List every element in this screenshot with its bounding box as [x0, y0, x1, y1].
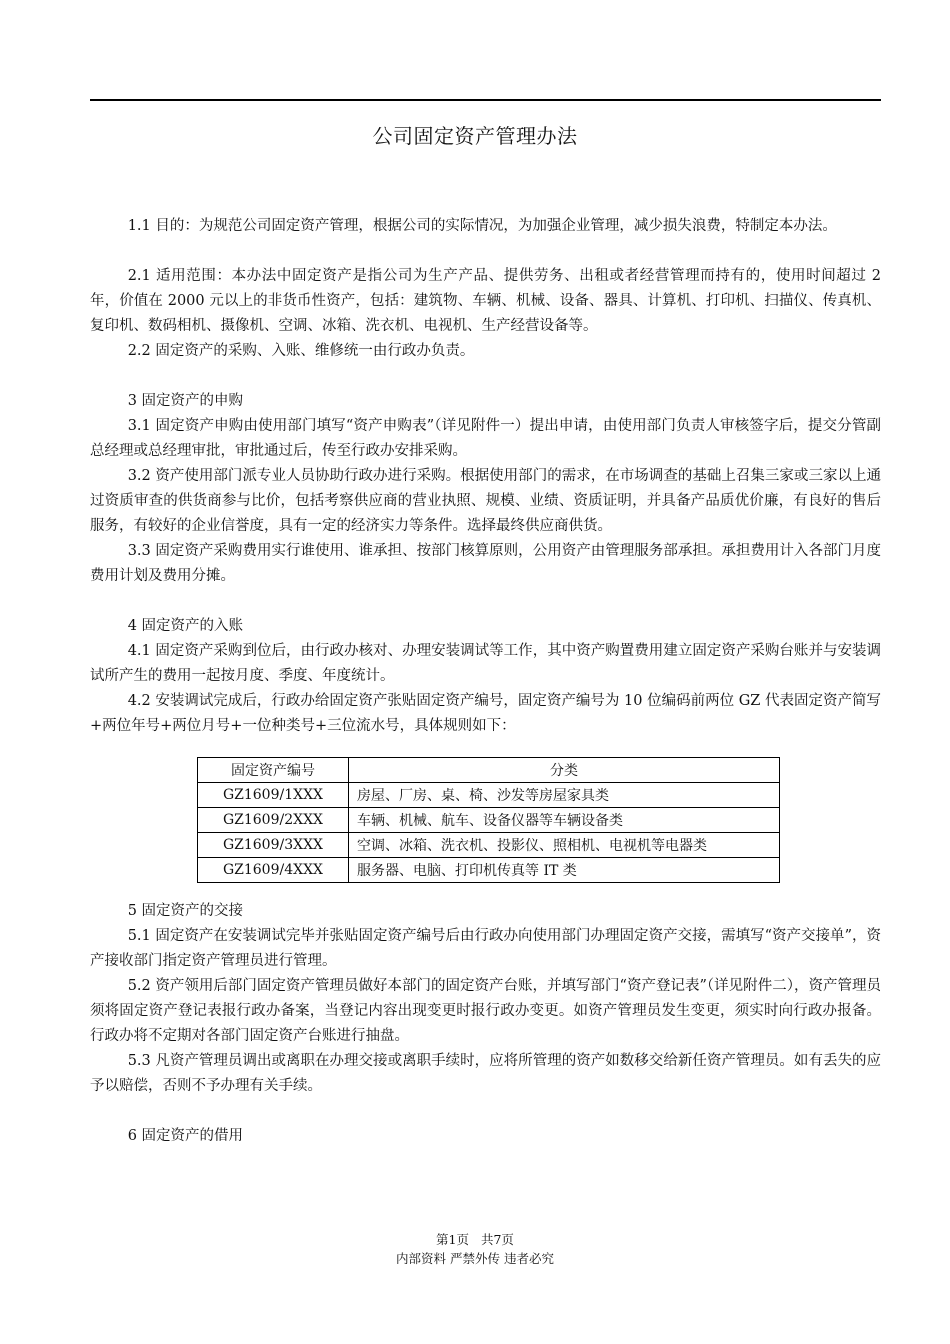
asset-code-cell: GZ1609/1XXX [198, 783, 349, 808]
section-5-1: 5.1 固定资产在安装调试完毕并张贴固定资产编号后由行政办向使用部门办理固定资产交接，需填写“资产交接单”，资产接收部门指定资产管理员进行管理。 [90, 928, 881, 969]
page-total: 共7页 [480, 1232, 514, 1247]
heading-6: 6 固定资产的借用 [127, 1128, 244, 1144]
asset-code-cell: GZ1609/3XXX [198, 833, 349, 858]
table-row [198, 783, 780, 808]
heading-3: 3 固定资产的申购 [127, 393, 244, 409]
page-number [0, 1230, 950, 1249]
section-4-1: 4.1 固定资产采购到位后，由行政办核对、办理安装调试等工作，其中资产购置费用建立固定资产采购台账并与安装调试所产生的费用一起按月度、季度、年度统计。 [90, 643, 881, 684]
section-5-3: 5.3 凡资产管理员调出或离职在办理交接或离职手续时，应将所管理的资产如数移交给新任资产管理员。如有丢失的应予以赔偿，否则不予办理有关手续。 [90, 1053, 881, 1094]
asset-code-table [197, 757, 780, 883]
section-3-3: 3.3 固定资产采购费用实行谁使用、谁承担、按部门核算原则，公用资产由管理服务部承担。承担费用计入各部门月度费用计划及费用分摊。 [90, 543, 881, 584]
table-header-row [198, 758, 780, 783]
asset-category-cell: 服务器、电脑、打印机传真等 IT 类 [349, 858, 780, 883]
table-row [198, 808, 780, 833]
section-2-2: 2.2 固定资产的采购、入账、维修统一由行政办负责。 [127, 343, 475, 359]
asset-category-cell: 车辆、机械、航车、设备仪器等车辆设备类 [349, 808, 780, 833]
page-current: 第1页 [436, 1232, 469, 1247]
confidentiality-notice: 内部资料 严禁外传 违者必究 [396, 1251, 554, 1266]
section-3-1: 3.1 固定资产申购由使用部门填写“资产申购表”（详见附件一）提出申请，由使用部门负责人审核签字后，提交分管副总经理或总经理审批，审批通过后，传至行政办安排采购。 [90, 418, 881, 459]
table-header-code: 固定资产编号 [198, 758, 349, 783]
asset-category-cell: 房屋、厂房、桌、椅、沙发等房屋家具类 [349, 783, 780, 808]
asset-code-cell: GZ1609/4XXX [198, 858, 349, 883]
section-5-2: 5.2 资产领用后部门固定资产管理员做好本部门的固定资产台账，并填写部门“资产登记表”（详见附件二），资产管理员须将固定资产登记表报行政办备案，当登记内容出现变更时报行政办变更。如资产管理员发生变更，须实时向行政办报备。行政办将不定期对各部门固定资产台账进行抽盘。 [90, 978, 881, 1044]
section-4-2: 4.2 安装调试完成后，行政办给固定资产张贴固定资产编号，固定资产编号为 10 位编码前两位 GZ 代表固定资产简写+两位年号+两位月号+一位种类号+三位流水号，具体规则如下： [90, 693, 881, 734]
table-row [198, 833, 780, 858]
heading-4: 4 固定资产的入账 [127, 618, 244, 634]
table-header-category: 分类 [349, 758, 780, 783]
document-title: 公司固定资产管理办法 [372, 124, 578, 148]
asset-category-cell: 空调、冰箱、洗衣机、投影仪、照相机、电视机等电器类 [349, 833, 780, 858]
heading-5: 5 固定资产的交接 [127, 903, 244, 919]
section-3-2: 3.2 资产使用部门派专业人员协助行政办进行采购。根据使用部门的需求，在市场调查的基础上召集三家或三家以上通过资质审查的供货商参与比价，包括考察供应商的营业执照、规模、业绩、资质证明，并具备产品质优价廉，有良好的售后服务，有较好的企业信誉度，具有一定的经济实力等条件。选择最终供应商供货。 [90, 468, 881, 534]
section-1-1: 1.1 目的：为规范公司固定资产管理，根据公司的实际情况，为加强企业管理，减少损失浪费，特制定本办法。 [127, 218, 837, 234]
document-body [90, 214, 881, 1149]
asset-code-cell: GZ1609/2XXX [198, 808, 349, 833]
table-row [198, 858, 780, 883]
section-2-1: 2.1 适用范围：本办法中固定资产是指公司为生产产品、提供劳务、出租或者经营管理而持有的，使用时间超过 2 年，价值在 2000 元以上的非货币性资产，包括：建筑物、车辆、机械、设备、器具、计算机、打印机、扫描仪、传真机、复印机、数码相机、摄像机、空调、冰箱、洗衣机、电视机、生产经营设备等。 [90, 268, 881, 334]
header-rule [90, 99, 881, 101]
page-footer [0, 1230, 950, 1268]
